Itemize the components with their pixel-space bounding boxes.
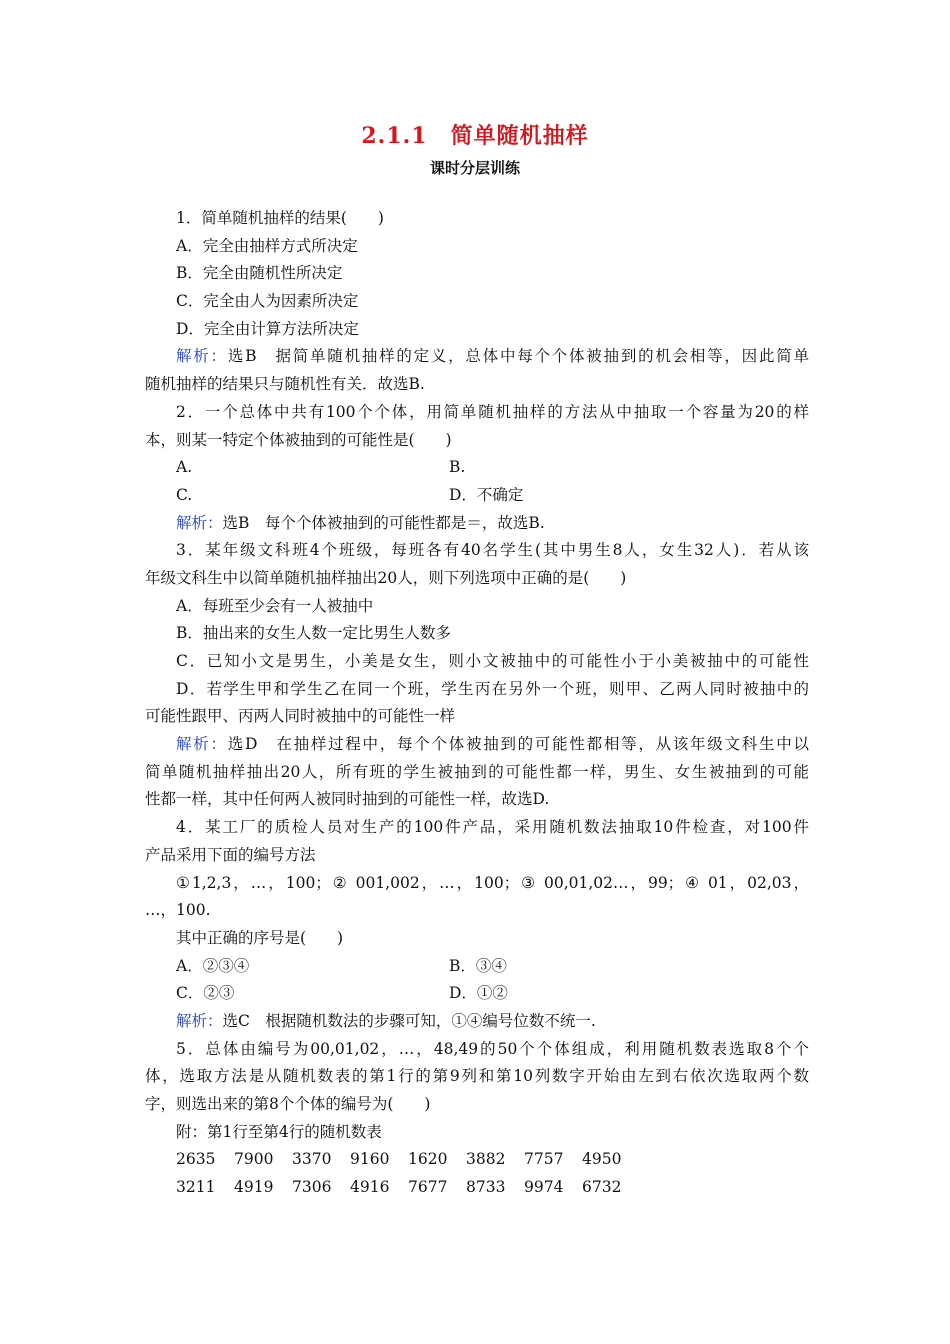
q3-option-d-line1: D．若学生甲和学生乙在同一个班，学生丙在另外一个班，则甲、乙两人同时被抽中的 bbox=[176, 679, 809, 698]
random-number-cell: 4919 bbox=[234, 1178, 274, 1197]
random-number-cell: 4950 bbox=[582, 1150, 622, 1169]
q2-options-row1 bbox=[145, 454, 809, 482]
random-number-cell: 3211 bbox=[176, 1178, 216, 1197]
q1-option-c: C．完全由人为因素所决定 bbox=[176, 292, 359, 311]
solution-label: 解析： bbox=[176, 735, 228, 754]
q5-stem-line4: 附：第1行至第4行的随机数表 bbox=[176, 1122, 382, 1141]
q4-solution bbox=[145, 1008, 809, 1036]
q4-stem-line1: 4．某工厂的质检人员对生产的100件产品，采用随机数法抽取10件检查，对100件 bbox=[176, 818, 809, 837]
q4-stem-line2: 产品采用下面的编号方法 bbox=[145, 845, 316, 864]
random-number-cell: 1620 bbox=[408, 1150, 448, 1169]
q2-option-d: D．不确定 bbox=[449, 485, 524, 504]
random-number-cell: 2635 bbox=[176, 1150, 216, 1169]
random-number-cell: 4916 bbox=[350, 1178, 390, 1197]
solution-label: 解析： bbox=[176, 1011, 223, 1030]
solution-label: 解析： bbox=[176, 513, 223, 532]
q1-option-d: D．完全由计算方法所决定 bbox=[176, 319, 359, 338]
random-number-cell: 3370 bbox=[292, 1150, 332, 1169]
q5-stem-line2: 体，选取方法是从随机数表的第1行的第9列和第10列数字开始由左到右依次选取两个数 bbox=[145, 1067, 809, 1086]
random-number-cell: 3882 bbox=[466, 1150, 506, 1169]
random-number-cell: 6732 bbox=[582, 1178, 622, 1197]
q3-solution-cont2: 性都一样，其中任何两人被同时抽到的可能性一样，故选D. bbox=[145, 790, 550, 809]
q4-options-row1 bbox=[145, 953, 809, 981]
random-number-cell: 8733 bbox=[466, 1178, 506, 1197]
q2-option-c: C. bbox=[176, 485, 193, 504]
q2-solution bbox=[145, 510, 809, 538]
random-number-cell: 9974 bbox=[524, 1178, 564, 1197]
q5-stem-line3: 字，则选出来的第8个个体的编号为( ) bbox=[145, 1095, 431, 1113]
solution-label: 解析： bbox=[176, 347, 228, 366]
q2-solution-text: 选B 每个个体被抽到的可能性都是＝，故选B. bbox=[222, 513, 545, 532]
q1-solution-cont: 随机抽样的结果只与随机性有关．故选B. bbox=[145, 375, 425, 394]
q2-options-row2 bbox=[145, 482, 809, 510]
q4-stem-line5: 其中正确的序号是( ) bbox=[176, 928, 344, 947]
q3-option-c: C．已知小文是男生，小美是女生，则小文被抽中的可能性小于小美被抽中的可能性 bbox=[176, 652, 809, 670]
exercise-content bbox=[145, 205, 809, 1202]
page-subtitle: 课时分层训练 bbox=[429, 159, 520, 177]
q4-option-c: C．②③ bbox=[176, 984, 235, 1003]
q4-stem-line3: ①1,2,3，…，100；② 001,002，…，100；③ 00,01,02…，99；④ 01，02,03， bbox=[176, 873, 809, 892]
q4-option-d: D．①② bbox=[449, 984, 508, 1003]
random-table-row bbox=[145, 1146, 809, 1174]
q4-option-a: A．②③④ bbox=[176, 956, 250, 975]
q3-solution-cont1: 简单随机抽样抽出20人，所有班的学生被抽到的可能性都一样，男生、女生被抽到的可能 bbox=[145, 762, 809, 781]
page-title: 2.1.1 简单随机抽样 bbox=[361, 123, 589, 149]
q1-solution-text: 选B 据简单随机抽样的定义，总体中每个个体被抽到的机会相等，因此简单 bbox=[227, 347, 809, 366]
q3-stem-line2: 年级文科生中以简单随机抽样抽出20人，则下列选项中正确的是( ) bbox=[145, 568, 627, 587]
q1-stem: 1．简单随机抽样的结果( ) bbox=[176, 209, 384, 227]
q3-option-b: B．抽出来的女生人数一定比男生人数多 bbox=[176, 624, 451, 643]
random-number-cell: 7757 bbox=[524, 1150, 564, 1169]
q4-options-row2 bbox=[145, 980, 809, 1008]
q5-stem-line1: 5．总体由编号为00,01,02，…，48,49的50个个体组成，利用随机数表选取8个个 bbox=[176, 1039, 809, 1058]
q4-option-b: B．③④ bbox=[449, 956, 507, 975]
q3-stem-line1: 3．某年级文科班4个班级，每班各有40名学生(其中男生8人，女生32人)．若从该 bbox=[176, 541, 809, 560]
random-table-row bbox=[145, 1174, 809, 1202]
q3-solution-text: 选D 在抽样过程中，每个个体被抽到的可能性都相等，从该年级文科生中以 bbox=[227, 735, 809, 754]
q1-option-a: A．完全由抽样方式所决定 bbox=[176, 236, 358, 255]
q2-option-a: A. bbox=[176, 458, 193, 477]
q3-solution bbox=[145, 731, 809, 759]
random-number-cell: 7900 bbox=[234, 1150, 274, 1169]
random-number-cell: 9160 bbox=[350, 1150, 390, 1169]
q2-option-b: B. bbox=[449, 458, 466, 477]
q1-solution bbox=[145, 343, 809, 371]
q1-option-b: B．完全由随机性所决定 bbox=[176, 264, 343, 283]
q2-stem-line1: 2．一个总体中共有100个个体，用简单随机抽样的方法从中抽取一个容量为20的样 bbox=[176, 402, 809, 421]
random-number-cell: 7306 bbox=[292, 1178, 332, 1197]
random-number-cell: 7677 bbox=[408, 1178, 448, 1197]
q3-option-d-line2: 可能性跟甲、丙两人同时被抽中的可能性一样 bbox=[145, 707, 456, 726]
q4-solution-text: 选C 根据随机数法的步骤可知，①④编号位数不统一. bbox=[222, 1011, 596, 1030]
q3-option-a: A．每班至少会有一人被抽中 bbox=[176, 596, 374, 615]
q2-stem-line2: 本，则某一特定个体被抽到的可能性是( ) bbox=[145, 430, 452, 449]
q4-stem-line4: …，100. bbox=[145, 901, 211, 920]
